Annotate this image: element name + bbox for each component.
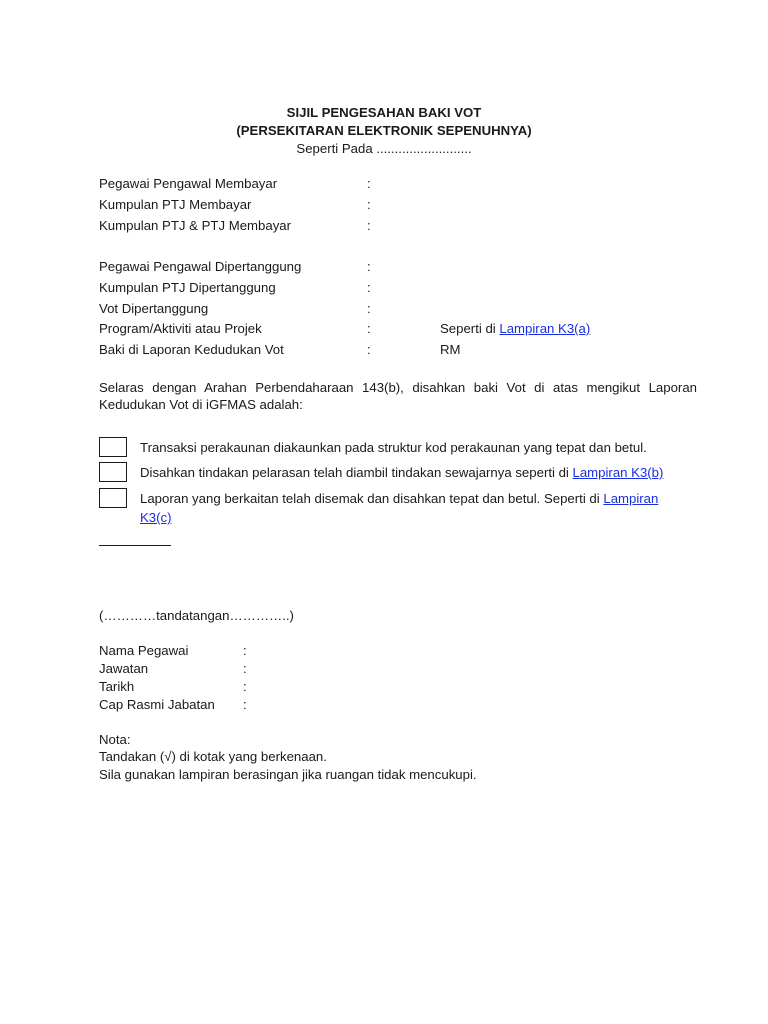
field-separator: : [367, 342, 371, 357]
field-label-baki-laporan: Baki di Laporan Kedudukan Vot [99, 342, 284, 357]
field-label-pegawai-pengawal-membayar: Pegawai Pengawal Membayar [99, 176, 278, 191]
notes-line-2: Sila gunakan lampiran berasingan jika ruangan tidak mencukupi. [99, 767, 477, 782]
signature-line [99, 545, 171, 546]
officer-label-tarikh: Tarikh [99, 679, 135, 694]
field-separator: : [367, 259, 371, 274]
field-separator: : [243, 643, 247, 658]
as-of-line: Seperti Pada .......................... [296, 141, 472, 156]
lampiran-k3c-link[interactable]: K3(c) [140, 510, 172, 525]
checklist-item-2 [140, 463, 700, 482]
field-value-currency: RM [440, 342, 461, 357]
field-label-vot-dipertanggung: Vot Dipertanggung [99, 301, 209, 316]
checklist-item-1: Transaksi perakaunan diakaunkan pada struktur kod perakaunan yang tepat dan betul. [140, 440, 647, 455]
document-subtitle: (PERSEKITARAN ELEKTRONIK SEPENUHNYA) [236, 123, 532, 138]
statement-line-1: Selaras dengan Arahan Perbendaharaan 143(b), disahkan baki Vot di atas mengikut Laporan [99, 380, 697, 395]
value-prefix: Seperti di [440, 321, 500, 336]
lampiran-k3a-link[interactable]: Lampiran K3(a) [499, 321, 591, 336]
checklist-item-2-text: Disahkan tindakan pelarasan telah diambil tindakan sewajarnya seperti di [140, 465, 573, 480]
notes-heading: Nota: [99, 732, 131, 747]
field-label-kumpulan-ptj-dipertanggung: Kumpulan PTJ Dipertanggung [99, 280, 276, 295]
field-label-kumpulan-ptj-ptj-membayar: Kumpulan PTJ & PTJ Membayar [99, 218, 292, 233]
checklist-item-3-text: Laporan yang berkaitan telah disemak dan disahkan tepat dan betul. Seperti di [140, 491, 604, 506]
field-separator: : [367, 301, 371, 316]
field-label-pegawai-pengawal-dipertanggung: Pegawai Pengawal Dipertanggung [99, 259, 302, 274]
checkbox-3[interactable] [99, 488, 127, 508]
statement-line-2: Kedudukan Vot di iGFMAS adalah: [99, 397, 303, 412]
document-title: SIJIL PENGESAHAN BAKI VOT [286, 105, 482, 120]
checkbox-1[interactable] [99, 437, 127, 457]
field-separator: : [367, 321, 371, 336]
field-value-program-aktiviti [440, 321, 590, 336]
officer-label-jawatan: Jawatan [99, 661, 149, 676]
field-separator: : [367, 280, 371, 295]
field-separator: : [243, 697, 247, 712]
field-label-program-aktiviti: Program/Aktiviti atau Projek [99, 321, 262, 336]
checklist-item-3 [140, 489, 700, 527]
officer-label-nama: Nama Pegawai [99, 643, 189, 658]
field-separator: : [243, 661, 247, 676]
signature-placeholder: (…………tandatangan…………..) [99, 608, 294, 623]
field-separator: : [367, 218, 371, 233]
lampiran-k3b-link[interactable]: Lampiran K3(b) [572, 465, 664, 480]
lampiran-link-part1[interactable]: Lampiran [603, 491, 659, 506]
field-separator: : [367, 197, 371, 212]
field-separator: : [243, 679, 247, 694]
officer-label-cap-rasmi: Cap Rasmi Jabatan [99, 697, 215, 712]
notes-line-1: Tandakan (√) di kotak yang berkenaan. [99, 749, 327, 764]
checkbox-2[interactable] [99, 462, 127, 482]
field-label-kumpulan-ptj-membayar: Kumpulan PTJ Membayar [99, 197, 252, 212]
field-separator: : [367, 176, 371, 191]
